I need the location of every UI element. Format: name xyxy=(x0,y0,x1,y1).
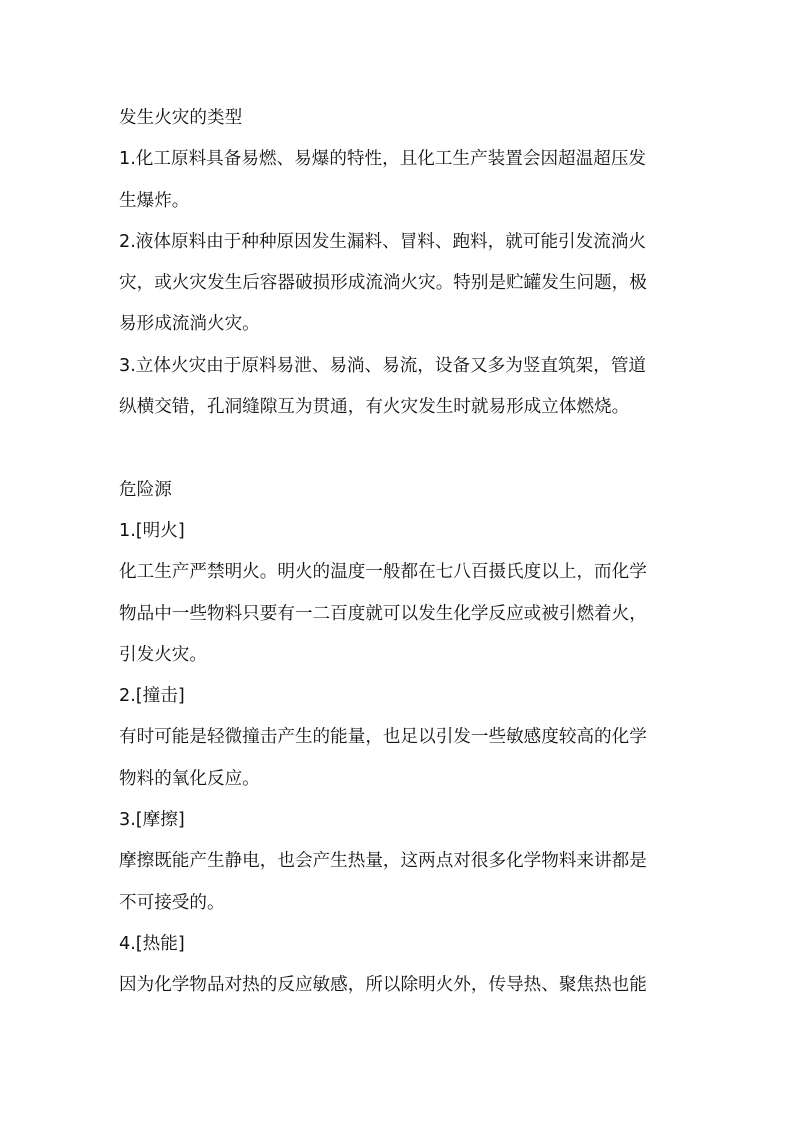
paragraph-line: 1.化工原料具备易燃、易爆的特性，且化工生产装置会因超温超压发 xyxy=(119,149,647,170)
paragraph-line: 3.立体火灾由于原料易泄、易淌、易流，设备又多为竖直筑架，管道 xyxy=(119,355,647,376)
paragraph-line: 因为化学物品对热的反应敏感，所以除明火外，传导热、聚焦热也能 xyxy=(119,975,647,996)
paragraph-line: 生爆炸。 xyxy=(119,190,190,211)
document-body xyxy=(119,98,679,1007)
paragraph-line: 引发火灾。 xyxy=(119,644,207,665)
section-spacer xyxy=(119,428,679,469)
paragraph-line: 摩擦既能产生静电，也会产生热量，这两点对很多化学物料来讲都是 xyxy=(119,851,647,872)
section-heading-fire-types: 发生火灾的类型 xyxy=(119,108,243,128)
subheading-impact: 2.[撞击] xyxy=(119,686,185,707)
paragraph-line: 物料的氧化反应。 xyxy=(119,768,260,789)
subheading-thermal-energy: 4.[热能] xyxy=(119,933,185,954)
paragraph-line: 灾，或火灾发生后容器破损形成流淌火灾。特别是贮罐发生问题，极 xyxy=(119,273,647,294)
paragraph-line: 物品中一些物料只要有一二百度就可以发生化学反应或被引燃着火， xyxy=(119,603,647,624)
paragraph-line: 纵横交错，孔洞缝隙互为贯通，有火灾发生时就易形成立体燃烧。 xyxy=(119,397,630,418)
paragraph-line: 易形成流淌火灾。 xyxy=(119,314,260,335)
section-heading-hazard-sources: 危险源 xyxy=(119,479,172,500)
subheading-friction: 3.[摩擦] xyxy=(119,810,185,831)
paragraph-line: 化工生产严禁明火。明火的温度一般都在七八百摄氏度以上，而化学 xyxy=(119,562,647,583)
paragraph-line: 有时可能是轻微撞击产生的能量，也足以引发一些敏感度较高的化学 xyxy=(119,727,647,748)
paragraph-line: 不可接受的。 xyxy=(119,892,225,913)
paragraph-line: 2.液体原料由于种种原因发生漏料、冒料、跑料，就可能引发流淌火 xyxy=(119,231,647,252)
subheading-open-flame: 1.[明火] xyxy=(119,520,185,541)
